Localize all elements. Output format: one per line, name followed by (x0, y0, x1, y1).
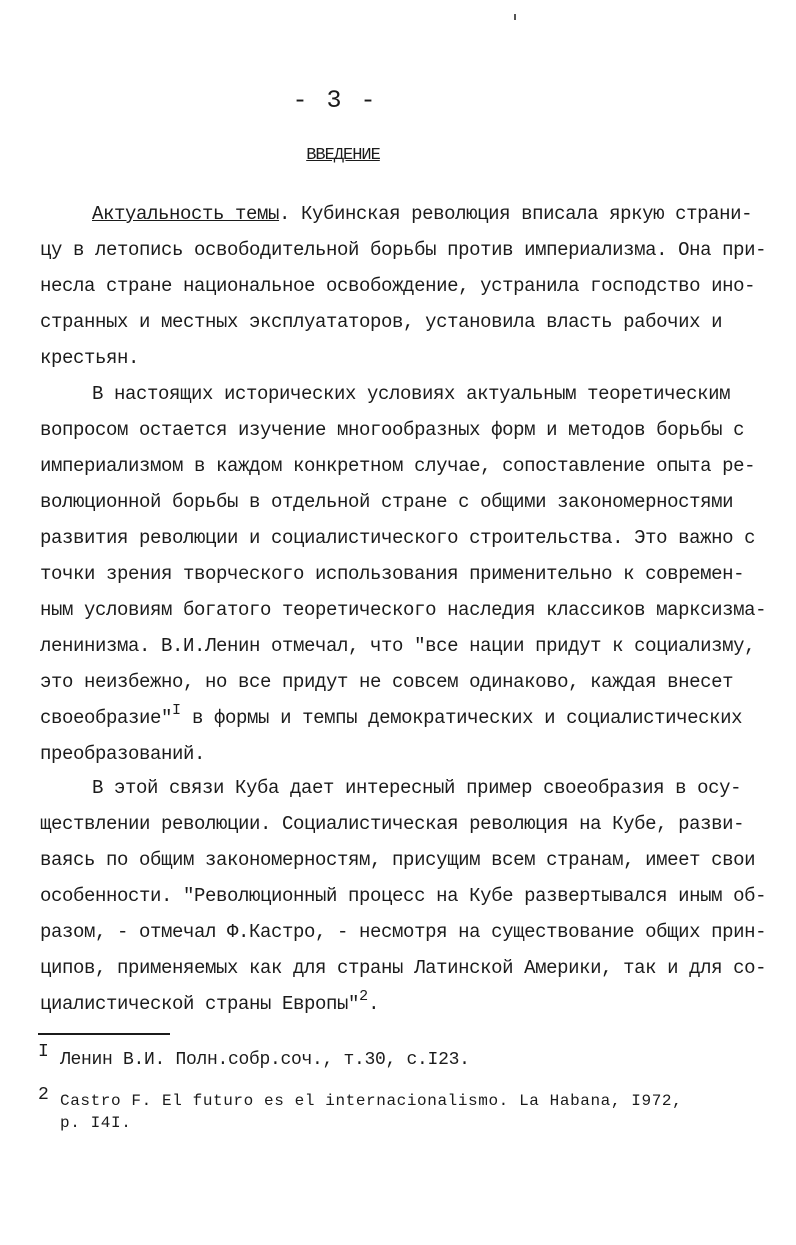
paragraph-line: несла стране национальное освобождение, устранила господство ино- (40, 275, 756, 297)
paragraph-line: ваясь по общим закономерностям, присущим всем странам, имеет свои (40, 849, 756, 871)
paragraph-line-text: своеобразие" (40, 707, 173, 729)
paragraph-line-text: в формы и темпы демократических и социалистических (181, 707, 743, 729)
paragraph-line: вопросом остается изучение многообразных форм и методов борьбы с (40, 419, 745, 441)
footnote-2 (38, 1085, 683, 1134)
paragraph-line: крестьян. (40, 347, 140, 369)
relevance-heading: Актуальность темы (92, 203, 280, 225)
paragraph-line: волюционной борьбы в отдельной стране с общими закономерностями (40, 491, 734, 513)
paragraph-line: особенности. "Революционный процесс на Кубе развертывался иным об- (40, 885, 767, 907)
footnote-text: p. I4I. (60, 1114, 132, 1132)
scan-artifact-mark (514, 14, 516, 20)
paragraph-line: ным условиям богатого теоретического наследия классиков марксизма- (40, 599, 767, 621)
paragraph-line-text: . (368, 993, 380, 1015)
paragraph-line: цу в летопись освободительной борьбы против империализма. Она при- (40, 239, 767, 261)
paragraph-relevance (40, 196, 767, 376)
footnote-reference-2[interactable]: 2 (359, 988, 369, 1005)
paragraph-line-text: . Кубинская революция вписала яркую страни- (279, 203, 753, 225)
paragraph-line-text: циалистической страны Европы" (40, 993, 360, 1015)
paragraph-line (40, 986, 760, 1022)
section-title: ВВЕДЕНИЕ (306, 146, 380, 165)
paragraph-historical-conditions (40, 376, 767, 772)
paragraph-line: преобразований. (40, 743, 206, 765)
footnote-reference-1[interactable]: I (172, 702, 182, 719)
paragraph-line: В настоящих исторических условиях актуальным теоретическим (92, 383, 731, 405)
paragraph-line: странных и местных эксплуататоров, установила власть рабочих и (40, 311, 723, 333)
page-number: - 3 - (292, 86, 378, 115)
paragraph-line: разом, - отмечал Ф.Кастро, - несмотря на существование общих прин- (40, 921, 767, 943)
paragraph-line: империализмом в каждом конкретном случае, сопоставление опыта ре- (40, 455, 756, 477)
footnote-marker: I (38, 1042, 49, 1062)
paragraph-line: ществлении революции. Социалистическая революция на Кубе, разви- (40, 813, 745, 835)
footnote-text: Castro F. El futuro es el internacionalismo. La Habana, I972, (60, 1092, 683, 1110)
paragraph-line (40, 196, 760, 232)
footnote-1 (38, 1042, 470, 1070)
paragraph-line: В этой связи Куба дает интересный пример своеобразия в осу- (92, 777, 742, 799)
paragraph-cuba-example (40, 770, 767, 1022)
paragraph-line: это неизбежно, но все придут не совсем одинаково, каждая внесет (40, 671, 734, 693)
footnote-divider (38, 1033, 170, 1035)
paragraph-line: точки зрения творческого использования применительно к современ- (40, 563, 745, 585)
paragraph-line: ленинизма. В.И.Ленин отмечал, что "все нации придут к социализму, (40, 635, 756, 657)
footnote-text: Ленин В.И. Полн.собр.соч., т.30, с.I23. (60, 1050, 470, 1070)
paragraph-line: развития революции и социалистического строительства. Это важно с (40, 527, 756, 549)
paragraph-line (40, 700, 760, 736)
footnote-marker: 2 (38, 1085, 49, 1105)
paragraph-line: ципов, применяемых как для страны Латинской Америки, так и для со- (40, 957, 767, 979)
